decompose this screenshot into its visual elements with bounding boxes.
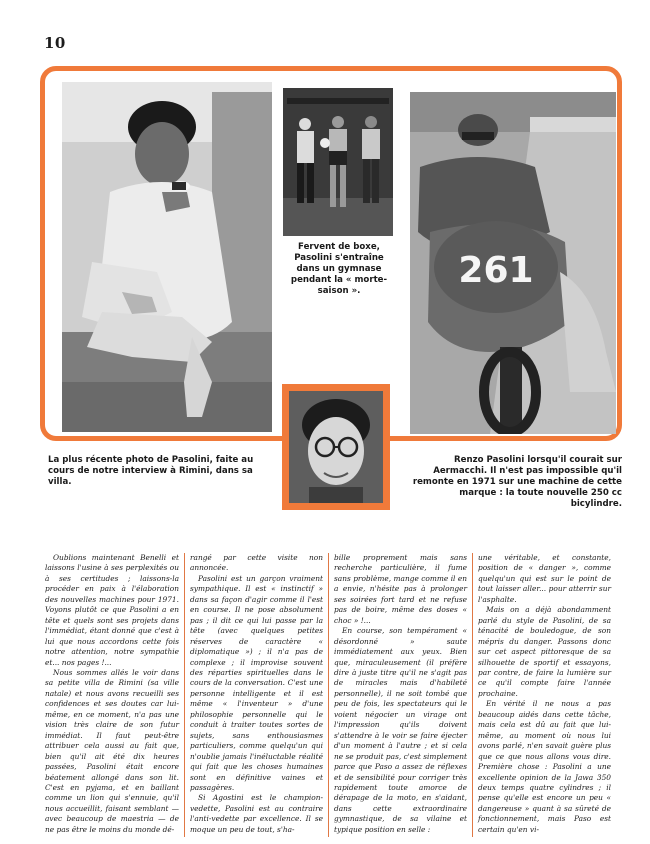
article-paragraph: En vérité il ne nous a pas beaucoup aidés dans cette tâche, mais cela est dû au fait que lui-même, au moment où nous lui avons parlé, n'en savait guère plus que ce que nous allons vous dire. Première chose : Pasolini a une excellente opinion de la Jawa 350 deux temps quatre cylindres ; il pense qu'elle est encore un peu « dangereuse » quant à sa sûreté de fonctionnement, mais Paso est certain qu'en vi- [478, 699, 611, 834]
article-paragraph: Oublions maintenant Benelli et laissons l'usine à ses perplexités ou à ses certitudes ; laissons-la procéder en paix à l'élaboration des nouvelles machines pour 1971. Voyons plutôt ce que Pasolini a en tête et quels sont ses projets dans l'immédiat, étant donné que c'est à lui que nous accordons cette fois notre attention, notre sympathie et... nos pages !... [45, 553, 179, 667]
caption-motorcycle: Renzo Pasolini lorsqu'il courait sur Aermacchi. Il n'est pas impossible qu'il remonte en 1971 sur une machine de cette marque : la toute nouvelle 250 cc bicylindre. [412, 455, 622, 509]
article-paragraph: une véritable, et constante, position de « danger », comme quelqu'un qui est sur le point de tout laisser aller... pour atterrir sur l'asphalte. [478, 553, 611, 604]
portrait-frame [282, 384, 390, 510]
article-paragraph: Si Agostini est le champion-vedette, Pasolini est au contraire l'anti-vedette par excellence. Il se moque un peu de tout, s'ha- [190, 793, 323, 834]
article-column-2 [184, 553, 328, 837]
caption-pasolini-coffee: La plus récente photo de Pasolini, faite au cours de notre interview à Rimini, dans sa villa. [48, 455, 254, 487]
article-paragraph: Nous sommes allés le voir dans sa petite villa de Rimini (sa ville natale) et nous avons recueilli ses confidences et ses doutes car lui-même, en ce moment, n'a pas une vision très claire de son futur immédiat. Il faut peut-être attribuer cela aussi au fait que, bien qu'il ait été dix heures passées, Pasolini était encore béatement allongé dans son lit. C'est en pyjama, et en baillant comme un lion qui s'ennuie, qu'il nous accueillit, faisant semblant — avec beaucoup de maestria — de ne pas être le moins du monde dé- [45, 667, 179, 834]
photo-pasolini-coffee [62, 82, 272, 432]
article-column-4 [472, 553, 616, 837]
race-number: 261 [458, 250, 534, 291]
photo-portrait-glasses [289, 391, 383, 503]
caption-boxing: Fervent de boxe, Pasolini s'entraîne dans un gymnase pendant la « morte-saison ». [290, 242, 388, 296]
article-column-3 [328, 553, 472, 837]
article-paragraph: Pasolini est un garçon vraiment sympathique. Il est « instinctif » dans sa façon d'agir comme il l'est en course. Il ne pose absolument pas ; il dit ce qui lui passe par la tête (avec quelques petites réserves de caractère « diplomatique ») ; il n'a pas de complexe ; il improvise souvent des réparties spirituelles dans le cours de la conversation. C'est une personne intelligente et il est même « l'inventeur » d'une philosophie personnelle qui le conduit à traiter toutes sortes de sujets, sans enthousiasmes particuliers, comme quelqu'un qui n'oublie jamais l'inéluctable réalité qui fait que les choses humaines sont en définitive vaines et passagères. [190, 573, 323, 792]
article-paragraph: Mais on a déjà abondamment parlé du style de Pasolini, de sa ténacité de bouledogue, de son mépris du danger. Passons donc sur cet aspect pittoresque de sa silhouette de sportif et essayons, par contre, de faire la lumière sur ce qu'il compte faire l'année prochaine. [478, 605, 611, 698]
article-body [40, 553, 616, 837]
page-number: 10 [44, 34, 66, 52]
article-paragraph: En course, son tempérament « désordonné » saute immédiatement aux yeux. Bien que, miraculeusement (il préfère dire à juste titre qu'il ne s'agit pas de miracles mais d'habileté personnelle), il ne soit tombé que peu de fois, les spectateurs qui le voient négocier un virage ont l'impression qu'ils doivent s'attendre à le voir se faire éjecter d'un moment à l'autre ; et si cela ne se produit pas, c'est simplement parce que Paso a assez de réflexes et de sensibilité pour corriger très rapidement toute amorce de dérapage de la moto, en s'aidant, dans cette extraordinaire gymnastique, de sa vilaine et typique position en selle : [334, 626, 467, 834]
article-paragraph: bille proprement mais sans recherche particulière, il fume sans problème, mange comme il en a envie, n'hésite pas à prolonger ses soirées fort tard et ne refuse pas de boire, même des doses « choc » !... [334, 553, 467, 625]
article-column-1 [40, 553, 184, 837]
photo-boxing-gym [283, 88, 393, 236]
photo-motorcycle-261 [410, 92, 616, 434]
article-paragraph: rangé par cette visite non annoncée. [190, 553, 323, 573]
